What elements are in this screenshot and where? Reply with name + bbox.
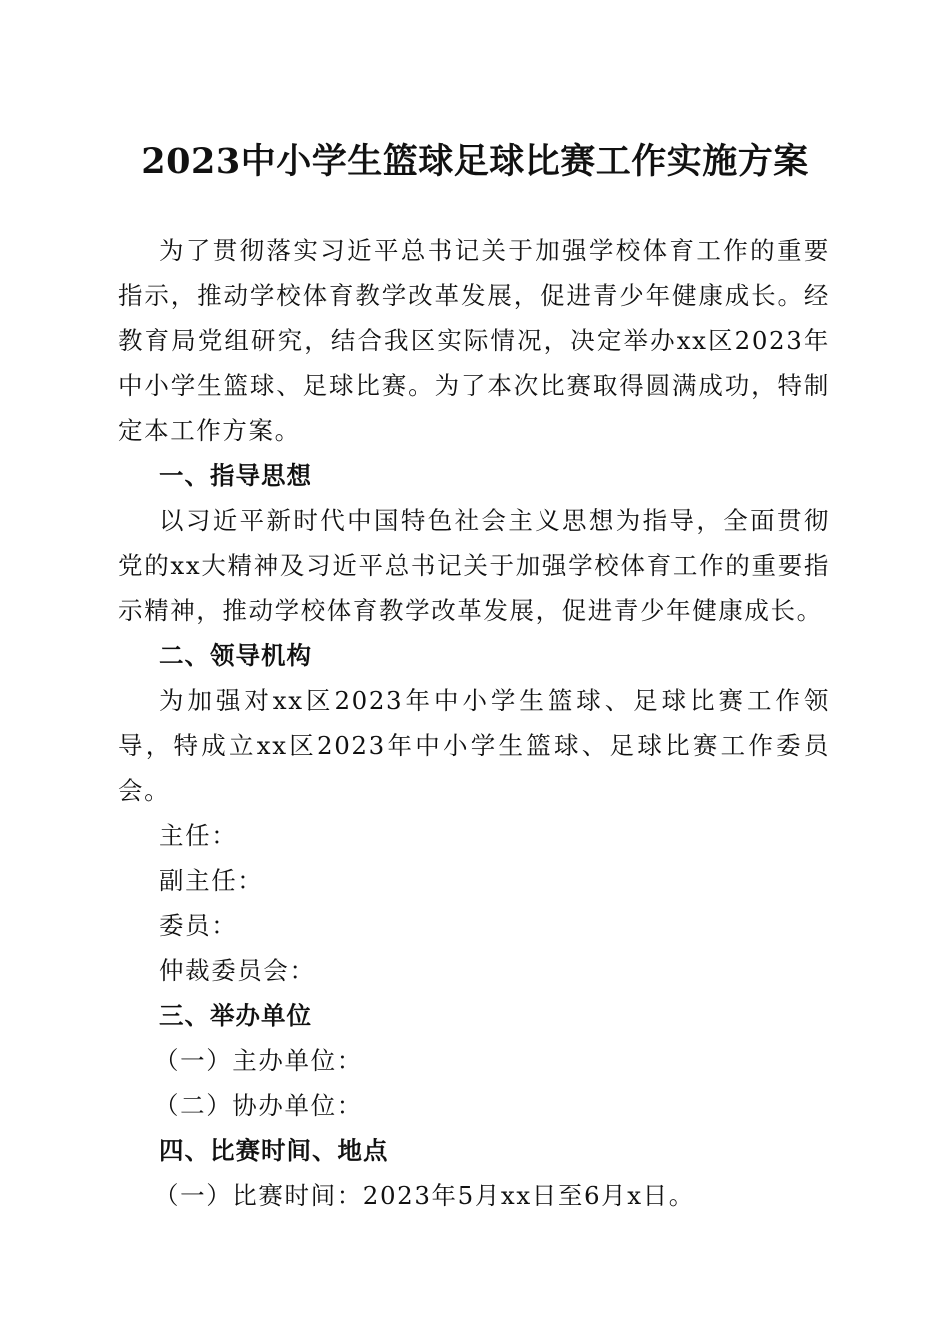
section-heading-leadership: 二、领导机构 bbox=[159, 641, 312, 670]
intro-paragraph: 为了贯彻落实习近平总书记关于加强学校体育工作的重要指示，推动学校体育教学改革发展，促进青少年健康成长。经教育局党组研究，结合我区实际情况，决定举办xx区2023年中小学生篮球、足球比赛。为了本次比赛取得圆满成功，特制定本工作方案。 bbox=[118, 236, 830, 445]
leadership-director-line: 主任： bbox=[159, 821, 238, 850]
section-heading-organizers: 三、举办单位 bbox=[159, 1001, 312, 1030]
leadership-deputy-director-line: 副主任： bbox=[159, 866, 264, 895]
document-body bbox=[118, 228, 830, 1218]
document-title: 2023中小学生篮球足球比赛工作实施方案 bbox=[141, 141, 809, 182]
leadership-members-line: 委员： bbox=[159, 911, 238, 940]
section-heading-time-place: 四、比赛时间、地点 bbox=[159, 1136, 389, 1165]
guiding-thought-paragraph: 以习近平新时代中国特色社会主义思想为指导，全面贯彻党的xx大精神及习近平总书记关于加强学校体育工作的重要指示精神，推动学校体育教学改革发展，促进青少年健康成长。 bbox=[118, 506, 830, 625]
organizer-co-host-line: （二）协办单位： bbox=[154, 1091, 363, 1120]
section-heading-guiding-thought: 一、指导思想 bbox=[159, 461, 312, 490]
leadership-paragraph: 为加强对xx区2023年中小学生篮球、足球比赛工作领导，特成立xx区2023年中小学生篮球、足球比赛工作委员会。 bbox=[118, 686, 830, 805]
leadership-arbitration-line: 仲裁委员会： bbox=[159, 956, 316, 985]
competition-time-line: （一）比赛时间：2023年5月xx日至6月x日。 bbox=[154, 1181, 695, 1210]
organizer-host-line: （一）主办单位： bbox=[154, 1046, 363, 1075]
